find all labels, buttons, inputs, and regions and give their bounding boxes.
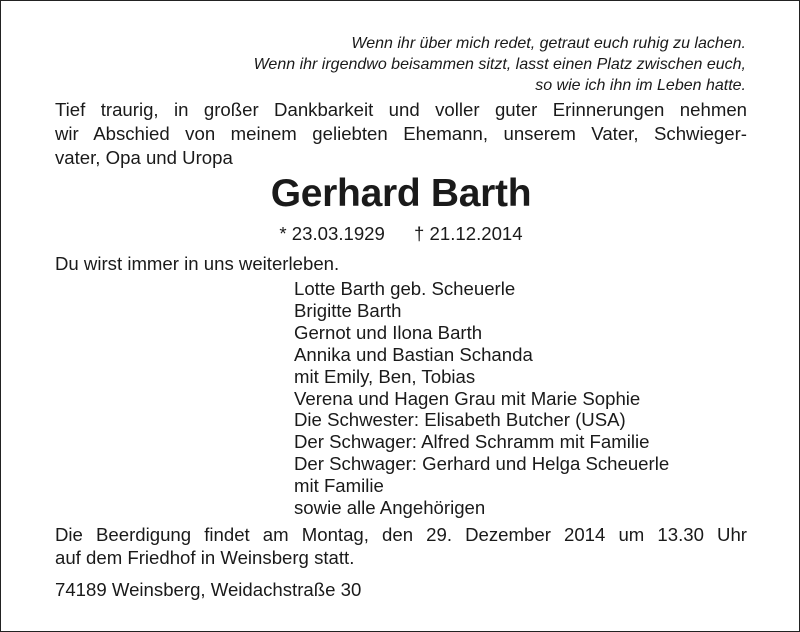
mourner-item: Der Schwager: Alfred Schramm mit Familie — [294, 431, 650, 453]
mourner-item: sowie alle Angehörigen — [294, 497, 486, 519]
poem-line: Wenn ihr über mich redet, getraut euch ruhig zu lachen. — [351, 35, 746, 52]
mourner-item: Der Schwager: Gerhard und Helga Scheuerle — [294, 453, 670, 475]
birth-date: * 23.03.1929 — [279, 223, 385, 244]
mourner-item: Lotte Barth geb. Scheuerle — [294, 278, 516, 299]
funeral-line: auf dem Friedhof in Weinsberg statt. — [55, 547, 355, 568]
life-dates — [1, 222, 800, 246]
poem-line: Wenn ihr irgendwo beisammen sitzt, lasst einen Platz zwischen euch, — [253, 56, 746, 73]
mourner-item: Annika und Bastian Schanda — [294, 343, 533, 365]
intro-line: vater, Opa und Uropa — [55, 147, 233, 168]
funeral-line: Die Beerdigung findet am Montag, den 29. Dezember 2014 um 13.30 Uhr — [55, 524, 747, 545]
mourner-item: Brigitte Barth — [294, 299, 402, 321]
deceased-name: Gerhard Barth — [270, 172, 532, 215]
address-text: 74189 Weinsberg, Weidachstraße 30 — [55, 579, 362, 600]
mourner-item: mit Emily, Ben, Tobias — [294, 365, 476, 387]
motto-text: Du wirst immer in uns weiterleben. — [55, 253, 340, 274]
poem-quote — [254, 33, 746, 96]
poem-line: so wie ich ihn im Leben hatte. — [535, 77, 746, 94]
intro-line: wir Abschied von meinem geliebten Ehemann, unserem Vater, Schwieger- — [55, 123, 747, 144]
mourners-list — [294, 278, 669, 519]
death-date: † 21.12.2014 — [414, 223, 523, 244]
intro-text — [55, 98, 747, 170]
mourner-item: Gernot und Ilona Barth — [294, 321, 483, 343]
mourner-item: mit Familie — [294, 475, 384, 497]
mourner-item: Die Schwester: Elisabeth Butcher (USA) — [294, 409, 626, 431]
intro-line: Tief traurig, in großer Dankbarkeit und voller guter Erinnerungen nehmen — [55, 99, 747, 120]
mourner-item: Verena und Hagen Grau mit Marie Sophie — [294, 387, 641, 409]
funeral-info — [55, 523, 747, 569]
